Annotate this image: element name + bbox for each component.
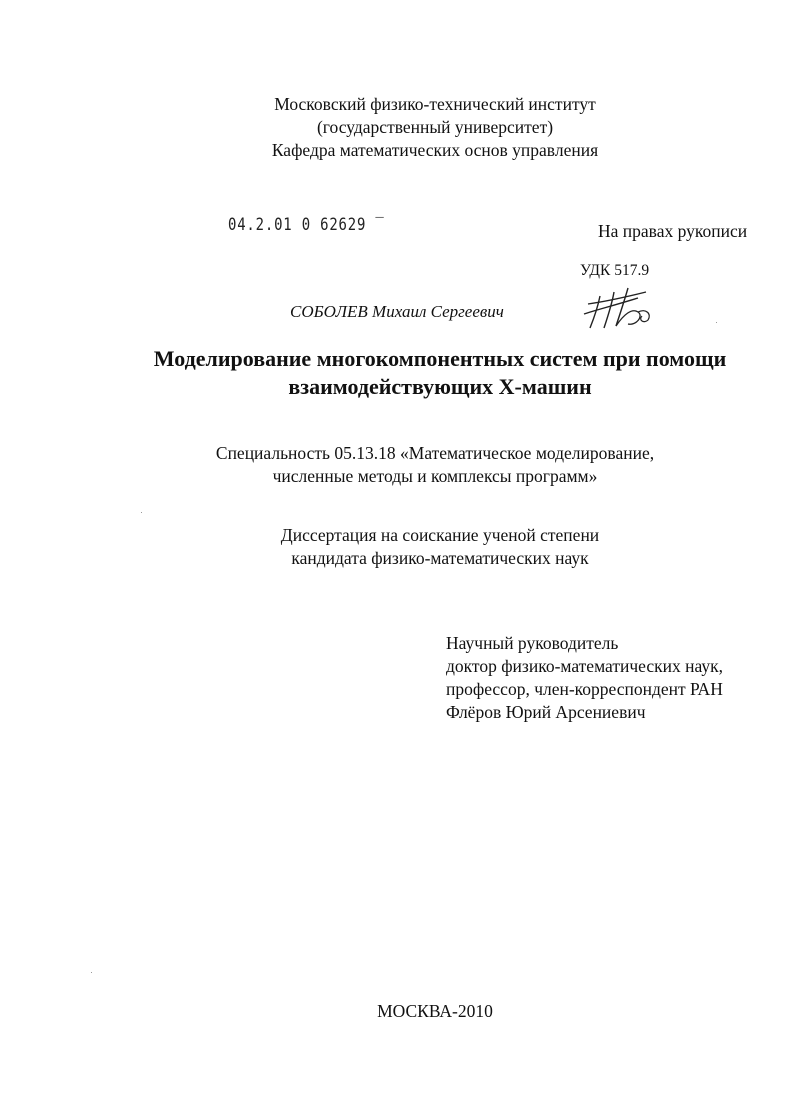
advisor-name: Флёров Юрий Арсениевич — [446, 702, 646, 722]
specialty-line-2: численные методы и комплексы программ» — [272, 466, 598, 486]
scientific-advisor — [446, 632, 723, 724]
degree-line-1: Диссертация на соискание ученой степени — [280, 525, 600, 545]
advisor-role: Научный руководитель — [446, 633, 619, 653]
specialty-block — [130, 442, 740, 488]
institution-name: Московский физико-технический институт — [274, 94, 596, 114]
handwritten-signature — [578, 284, 658, 332]
advisor-degree: доктор физико-математических наук, — [446, 656, 723, 676]
dissertation-degree — [210, 524, 670, 570]
degree-line-2: кандидата физико-математических наук — [291, 548, 589, 568]
scan-speck — [716, 322, 717, 323]
advisor-title: профессор, член-корреспондент РАН — [446, 679, 723, 699]
scan-speck — [91, 972, 92, 973]
department-name: Кафедра математических основ управления — [271, 140, 599, 160]
specialty-line-1: Специальность 05.13.18 «Математическое моделирование, — [215, 443, 655, 463]
institution-status: (государственный университет) — [316, 117, 554, 137]
institution-header — [230, 93, 640, 162]
title-line-1: Моделирование многокомпонентных систем при помощи — [153, 346, 727, 371]
rights-note: На правах рукописи — [598, 221, 748, 241]
udk-code: УДК 517.9 — [580, 262, 650, 279]
registration-stamp: 04.2.01 0 62629 ‾ — [228, 215, 385, 235]
author-name: СОБОЛЕВ Михаил Сергеевич — [290, 302, 504, 321]
scan-speck — [141, 512, 142, 513]
title-line-2: взаимодействующих Х-машин — [288, 374, 592, 399]
dissertation-title — [80, 345, 798, 401]
city-year: МОСКВА-2010 — [377, 1001, 493, 1021]
